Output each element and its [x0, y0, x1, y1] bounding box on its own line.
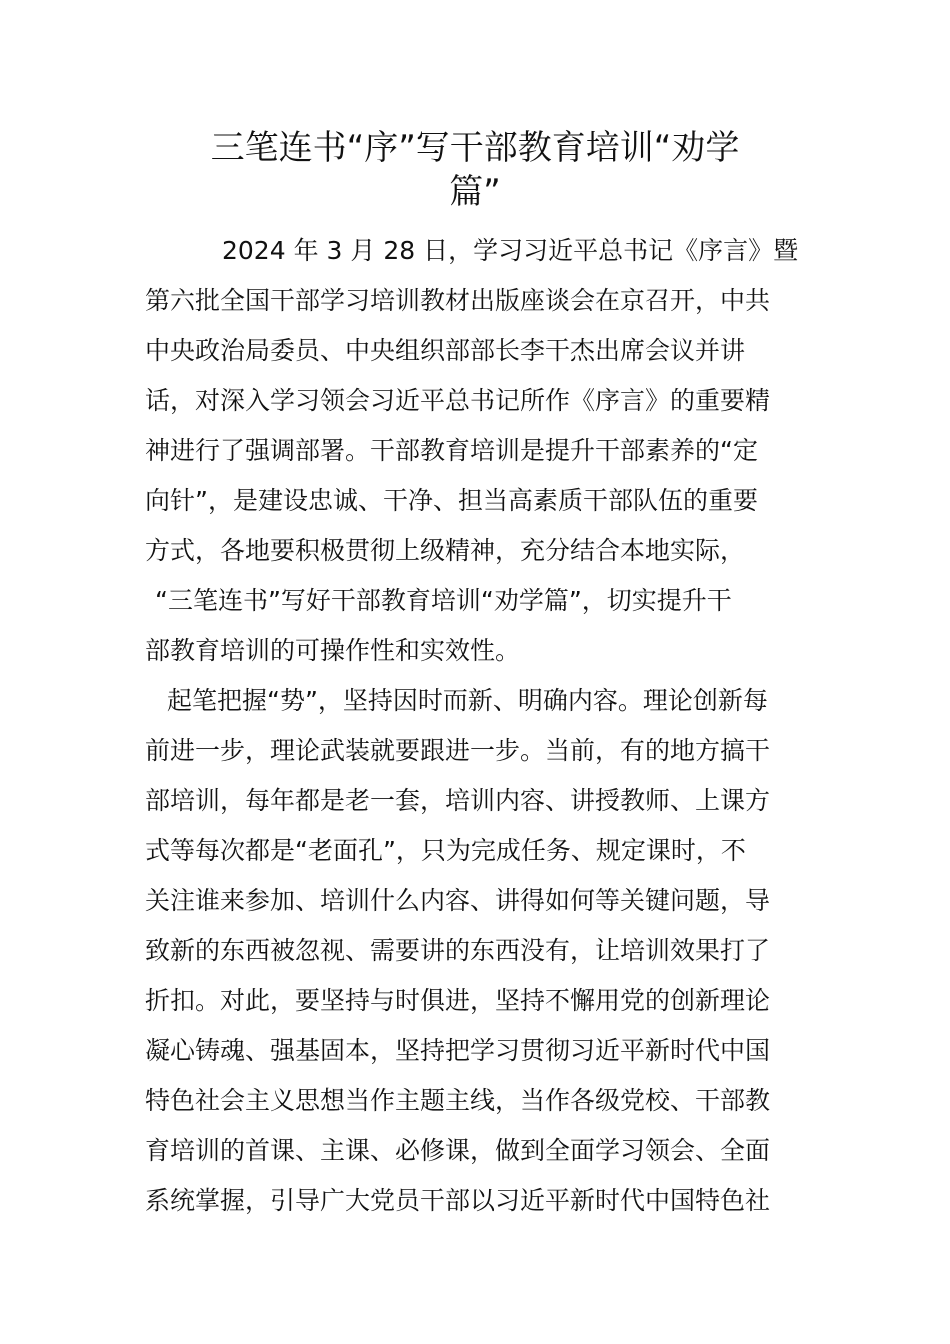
text-line: 2024 年 3 月 28 日，学习习近平总书记《序言》暨	[222, 236, 799, 265]
text-line: 第六批全国干部学习培训教材出版座谈会在京召开，中共	[145, 286, 771, 315]
text-line: 系统掌握，引导广大党员干部以习近平新时代中国特色社	[145, 1186, 771, 1215]
text-line: 部培训，每年都是老一套，培训内容、讲授教师、上课方	[145, 786, 771, 815]
text-line: 折扣。对此，要坚持与时俱进，坚持不懈用党的创新理论	[145, 986, 771, 1015]
text-line: 神进行了强调部署。干部教育培训是提升干部素养的“定	[145, 436, 758, 465]
text-line: 中央政治局委员、中央组织部部长李干杰出席会议并讲	[145, 336, 746, 365]
text-line: 关注谁来参加、培训什么内容、讲得如何等关键问题，导	[145, 886, 771, 915]
text-line: 致新的东西被忽视、需要讲的东西没有，让培训效果打了	[145, 936, 771, 965]
document-title	[145, 126, 805, 214]
text-line: 方式，各地要积极贯彻上级精神，充分结合本地实际，	[145, 536, 746, 565]
body-text	[145, 226, 807, 1226]
text-line: 前进一步，理论武装就要跟进一步。当前，有的地方搞干	[145, 736, 771, 765]
text-line: “三笔连书”写好干部教育培训“劝学篇”，切实提升干	[155, 586, 732, 615]
title-line-2: 篇”	[449, 172, 501, 212]
text-line: 凝心铸魂、强基固本，坚持把学习贯彻习近平新时代中国	[145, 1036, 771, 1065]
text-line: 育培训的首课、主课、必修课，做到全面学习领会、全面	[145, 1136, 771, 1165]
text-line: 式等每次都是“老面孔”，只为完成任务、规定课时，不	[145, 836, 746, 865]
text-line: 起笔把握“势”，坚持因时而新、明确内容。理论创新每	[167, 686, 768, 715]
text-line: 向针”，是建设忠诚、干净、担当高素质干部队伍的重要	[145, 486, 758, 515]
title-line-1: 三笔连书“序”写干部教育培训“劝学	[210, 128, 740, 168]
text-line: 特色社会主义思想当作主题主线，当作各级党校、干部教	[145, 1086, 771, 1115]
text-line: 部教育培训的可操作性和实效性。	[145, 636, 521, 665]
text-line: 话，对深入学习领会习近平总书记所作《序言》的重要精	[145, 386, 771, 415]
